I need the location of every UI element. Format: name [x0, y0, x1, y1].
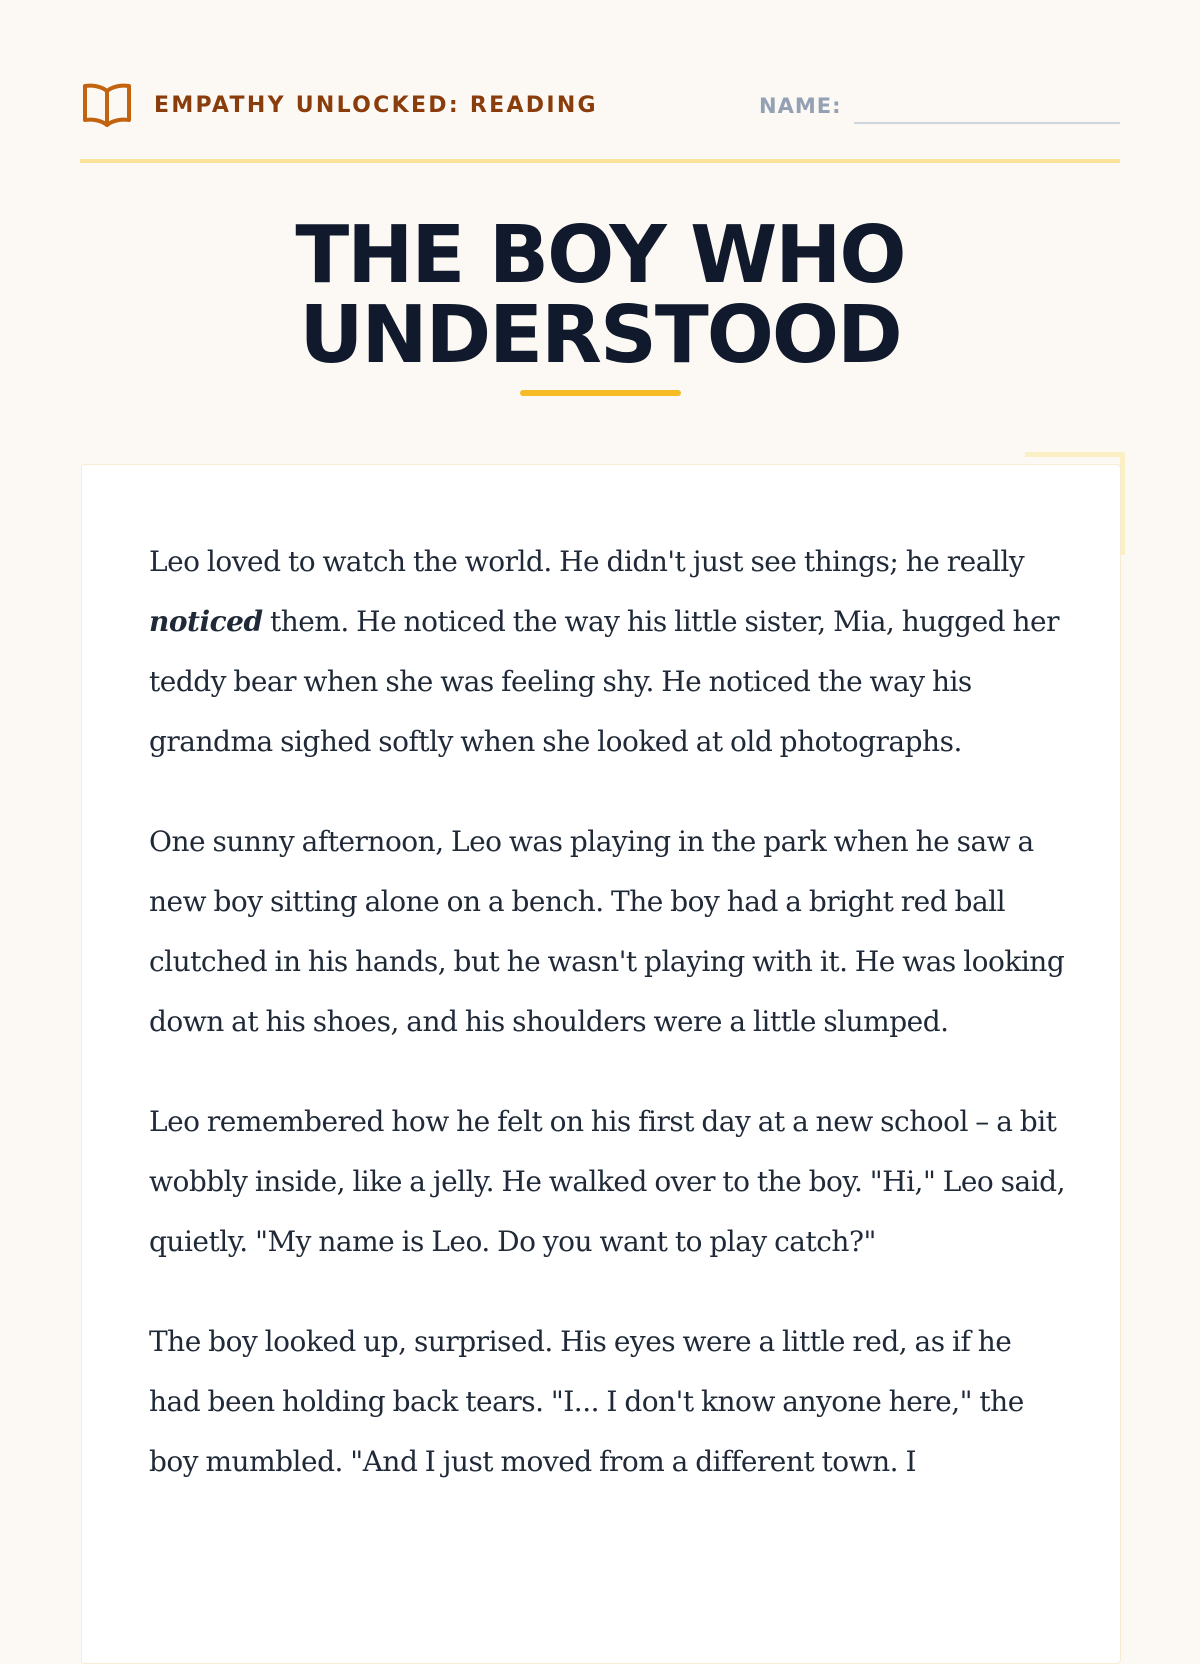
story-paragraph-4: The boy looked up, surprised. His eyes were a little red, as if he had been holding back tears. "I... I don't know anyone here," the boy mumbled. "And I just moved from a different town. I — [149, 1325, 1024, 1478]
worksheet-header — [82, 82, 1120, 130]
name-label: NAME: — [759, 94, 842, 118]
header-divider — [80, 159, 1120, 163]
story-paragraph-1: Leo loved to watch the world. He didn't just see things; he really noticed them. He noticed the way his little sister, Mia, hugged her teddy bear when she was feeling shy. He noticed the way his grandma sighed softly when she looked at old photographs. — [149, 545, 1059, 758]
story-title-line-1: THE BOY WHO — [295, 209, 905, 301]
story-title — [100, 209, 1100, 381]
emphasized-word: noticed — [149, 605, 263, 638]
story-text — [149, 532, 1069, 1532]
story-title-line-2: UNDERSTOOD — [299, 289, 901, 381]
name-field-line[interactable] — [854, 122, 1120, 124]
story-paragraph-3: Leo remembered how he felt on his first day at a new school – a bit wobbly inside, like a jelly. He walked over to the boy. "Hi," Leo said, quietly. "My name is Leo. Do you want to play catch?" — [149, 1105, 1065, 1258]
story-paragraph-2: One sunny afternoon, Leo was playing in the park when he saw a new boy sitting alone on a bench. The boy had a bright red ball clutched in his hands, but he wasn't playing with it. He was looking down at his shoes, and his shoulders were a little slumped. — [149, 825, 1065, 1038]
open-book-icon — [82, 82, 132, 130]
title-underline — [520, 390, 681, 396]
worksheet-brand: EMPATHY UNLOCKED: READING — [154, 93, 598, 118]
